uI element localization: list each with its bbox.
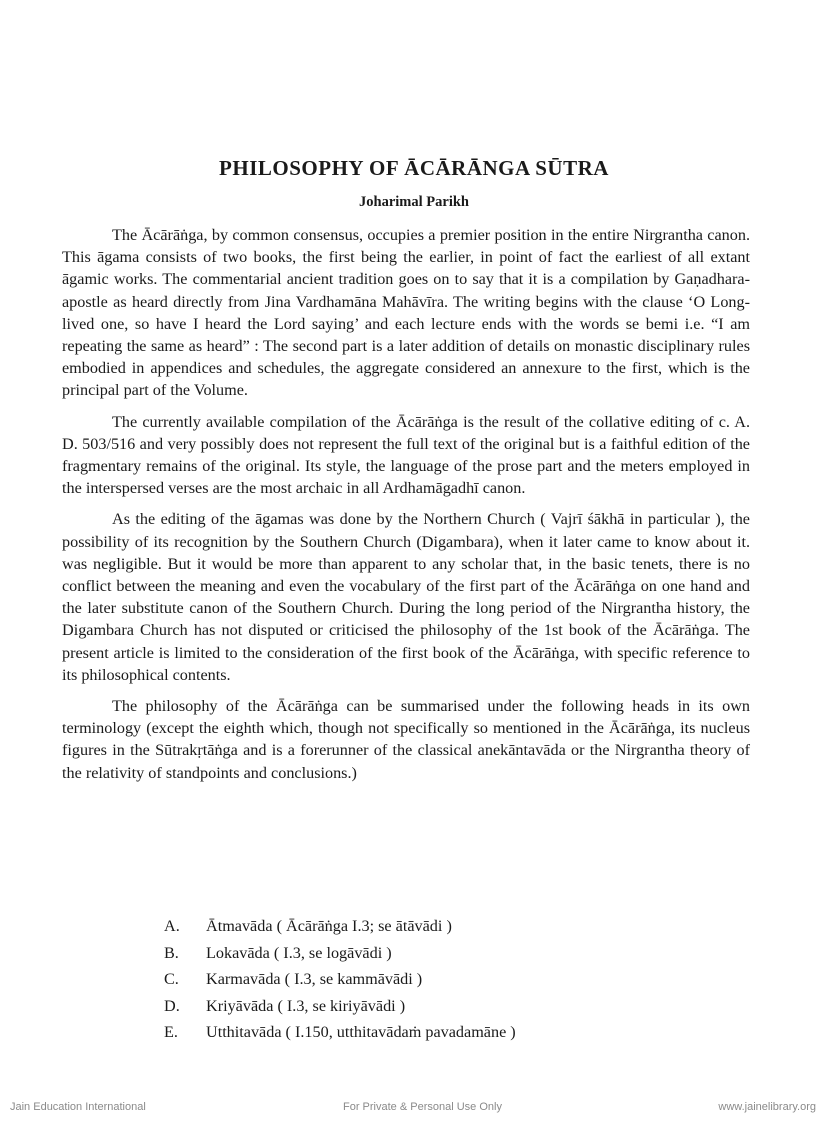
article-author: Joharimal Parikh — [359, 194, 469, 210]
list-item-letter: B. — [164, 943, 179, 962]
list-item-text: Ātmavāda ( Ācārāṅga I.3; se ātāvādi ) — [206, 917, 452, 935]
paragraph-2: The currently available compilation of the Ācārāṅga is the result of the collative editing of c. A. D. 503/516 and very possibly does not represent the full text of the original but is a faithful edition of the fragmentary remains of the original. Its style, the language of the prose part and the meters employed in the interspersed verses are the most archaic in all Ardhamāgadhī canon. — [62, 412, 750, 498]
list-item-text: Kriyāvāda ( I.3, se kiriyāvādi ) — [206, 996, 406, 1015]
footer-website-link[interactable]: www.jainelibrary.org — [718, 1101, 816, 1113]
list-item — [164, 917, 724, 944]
article-body — [62, 224, 750, 793]
list-item — [164, 1023, 724, 1050]
heads-list — [164, 917, 724, 1050]
list-item — [164, 970, 724, 997]
paragraph-4: The philosophy of the Ācārāṅga can be summarised under the following heads in its own terminology (except the eighth which, though not specifically so mentioned in the Ācārāṅga, its nucleus figures in the Sūtrakṛtāṅga and is a forerunner of the classical anekāntavāda or the Nirgrantha theory of the relativity of standpoints and conclusions.) — [62, 697, 750, 782]
list-item-letter: C. — [164, 970, 179, 988]
list-item-text: Utthitavāda ( I.150, utthitavādaṁ pavadamāne ) — [206, 1023, 516, 1041]
page-footer — [0, 1101, 828, 1117]
list-item-text: Lokavāda ( I.3, se logāvādi ) — [206, 943, 392, 962]
list-item — [164, 997, 724, 1024]
list-item-letter: E. — [164, 1023, 178, 1041]
footer-publisher: Jain Education International — [10, 1101, 146, 1113]
list-item — [164, 944, 724, 971]
article-title: PHILOSOPHY OF ĀCĀRĀNGA SŪTRA — [219, 156, 609, 180]
list-item-letter: D. — [164, 996, 180, 1015]
paragraph-1: The Ācārāṅga, by common consensus, occupies a premier position in the entire Nirgrantha canon. This āgama consists of two books, the first being the earlier, in point of fact the earliest of all extant āgamic works. The commentarial ancient tradition goes on to say that it is a compilation by Gaṇadhara-apostle as heard directly from Jina Vardhamāna Mahāvīra. The writing begins with the clause ‘O Long-lived one, so have I heard the Lord saying’ and each lecture ends with the words se bemi i.e. “I am repeating the same as heard” : The second part is a later addition of details on monastic disciplinary rules embodied in appendices and schedules, the aggregate considered an annexure to the first, which is the principal part of the Volume. — [62, 226, 750, 400]
list-item-text: Karmavāda ( I.3, se kammāvādi ) — [206, 970, 423, 988]
paragraph-3: As the editing of the āgamas was done by the Northern Church ( Vajrī śākhā in particular ), the possibility of its recognition by the Southern Church (Digambara), when it later came to know about it. was negligible. But it would be more than apparent to any scholar that, in the basic tenets, there is no conflict between the meaning and even the vocabulary of the first part of the Ācārāṅga on one hand and the later substitute canon of the Southern Church. During the long period of the Nirgrantha history, the Digambara Church has not disputed or criticised the philosophy of the 1st book of the Ācārāṅga. The present article is limited to the consideration of the first book of the Ācārāṅga, with specific reference to its philosophical contents. — [62, 510, 750, 684]
footer-usage-note: For Private & Personal Use Only — [343, 1101, 502, 1113]
list-item-letter: A. — [164, 917, 180, 935]
